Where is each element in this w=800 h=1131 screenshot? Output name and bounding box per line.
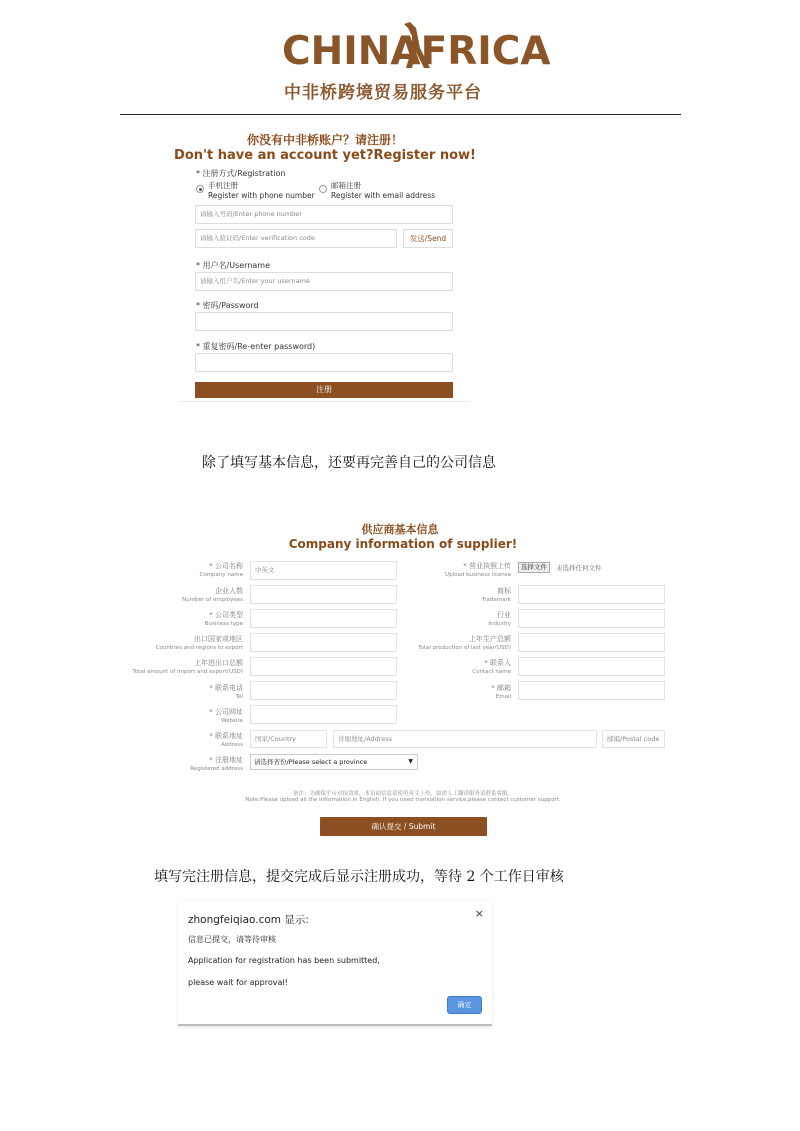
production-total-input[interactable] (518, 633, 665, 652)
export-regions-label: 出口国家或地区 Countries and regions to export (155, 635, 243, 651)
repassword-label: * 重复密码/Re-enter password) (196, 342, 316, 351)
caption-1: 除了填写基本信息，还要再完善自己的公司信息 (202, 455, 496, 471)
username-label: * 用户名/Username (196, 261, 271, 270)
phone-input[interactable]: 请输入号码/Enter phone number (195, 205, 453, 224)
import-export-total-label: 上年进出口总额 Total amount of import and export(USD) (132, 659, 243, 675)
form-edge (180, 401, 470, 402)
dialog-message-en-1: Application for registration has been submitted, (188, 956, 380, 965)
contact-name-label: * 联系人 Contact name (472, 659, 511, 675)
email-radio-label[interactable]: 邮箱注册 Register with email address (331, 181, 436, 200)
address-detail-input[interactable]: 详细地址/Address (333, 730, 597, 748)
confirmation-dialog (178, 901, 492, 1026)
import-export-total-input[interactable] (250, 657, 397, 676)
supplier-title-en: Company information of supplier! (288, 537, 518, 551)
no-file-text: 未选择任何文件 (556, 564, 602, 572)
register-button[interactable]: 注册 (195, 382, 453, 398)
ok-button[interactable]: 确定 (447, 996, 482, 1014)
password-label: * 密码/Password (196, 301, 259, 310)
email-radio[interactable] (319, 185, 327, 193)
dialog-title: zhongfeiqiao.com 显示: (188, 914, 309, 926)
province-select[interactable] (250, 754, 418, 770)
verification-code-input[interactable]: 请输入验证码/Enter verification code (195, 229, 397, 248)
email-input[interactable] (518, 681, 665, 700)
repassword-input[interactable] (195, 353, 453, 372)
postal-code-input[interactable]: 邮编/Postal code (602, 730, 665, 748)
note-cn: 备注：为确保平台对接效果，本页面信息请使用英文上传，如需人工翻译服务请联系客服。 (292, 791, 513, 797)
divider (120, 114, 681, 115)
tel-label: * 联系电话 Tel (209, 684, 243, 700)
registration-method-label: * 注册方式/Registration (196, 169, 286, 178)
register-title-cn: 你没有中非桥账户？请注册！ (246, 133, 403, 147)
website-input[interactable] (250, 705, 397, 724)
tel-input[interactable] (250, 681, 397, 700)
dialog-message-en-2: please wait for approval! (188, 978, 288, 987)
business-type-label: * 公司类型 Business type (204, 611, 243, 627)
employees-input[interactable] (250, 585, 397, 604)
export-regions-input[interactable] (250, 633, 397, 652)
send-code-button[interactable]: 发送/Send (403, 229, 453, 248)
dialog-message-cn: 信息已提交，请等待审核 (188, 935, 276, 944)
company-name-input[interactable]: 中英文 (250, 561, 397, 580)
license-upload-label: * 营业执照上传 Upload business license (445, 562, 511, 578)
contact-name-input[interactable] (518, 657, 665, 676)
register-title-en: Don't have an account yet?Register now! (174, 148, 476, 163)
close-icon[interactable]: × (474, 907, 484, 920)
note-en: Note:Please upload all the information in English. If you need translation service,please contact customer support. (245, 797, 561, 803)
address-label: * 联系地址 Address (209, 732, 243, 748)
country-input[interactable]: 国家/Country (250, 730, 327, 748)
phone-radio[interactable] (196, 185, 204, 193)
registered-address-label: * 注册地址 Registered address (190, 756, 243, 772)
trademark-input[interactable] (518, 585, 665, 604)
submit-button[interactable]: 确认提交 / Submit (320, 817, 487, 836)
business-type-input[interactable] (250, 609, 397, 628)
dropdown-arrow-icon: ▼ (408, 758, 413, 765)
supplier-title-cn: 供应商基本信息 (361, 523, 439, 536)
province-select-value: 请选择省份/Please select a province (254, 758, 368, 766)
employees-label: 企业人数 Number of employees (182, 587, 243, 603)
password-input[interactable] (195, 312, 453, 331)
choose-file-button[interactable]: 选择文件 (518, 562, 550, 573)
caption-2: 填写完注册信息，提交完成后显示注册成功，等待 2 个工作日审核 (154, 869, 564, 885)
production-total-label: 上年生产总额 Total production of last year(USD) (418, 635, 511, 651)
website-label: * 公司网址 Website (209, 708, 243, 724)
logo-tagline: 中非桥跨境贸易服务平台 (284, 83, 482, 103)
industry-input[interactable] (518, 609, 665, 628)
trademark-label: 商标 Trademark (481, 587, 511, 603)
username-input[interactable]: 请输入用户名/Enter your username (195, 272, 453, 291)
company-name-label: * 公司名称 Company name (199, 562, 243, 578)
logo-brand: CHINAFRICA (282, 29, 551, 74)
dialog-edge (178, 1024, 492, 1026)
phone-radio-label[interactable]: 手机注册 Register with phone number (208, 181, 315, 200)
email-label: * 邮箱 Email (491, 684, 511, 700)
logo (278, 18, 551, 103)
industry-label: 行业 Industry (488, 611, 511, 627)
